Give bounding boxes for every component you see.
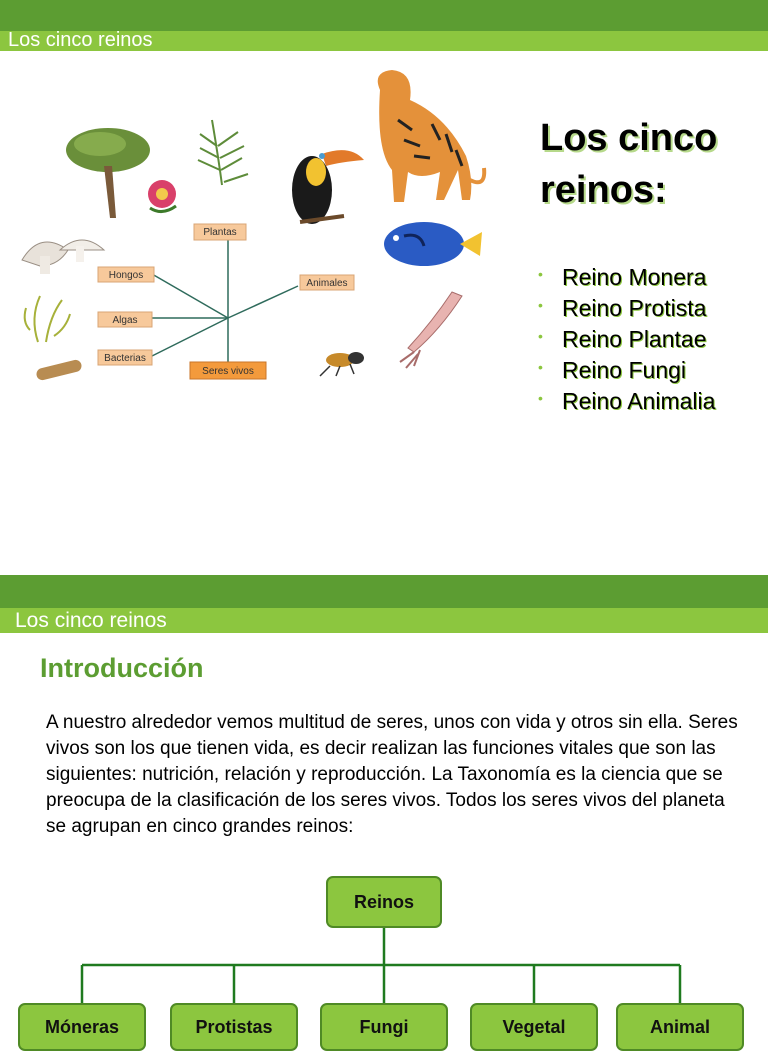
tree-root-reinos: Reinos bbox=[326, 876, 442, 928]
slide-title: Los cinco reinos: bbox=[540, 117, 718, 211]
tree-node-animal: Animal bbox=[616, 1003, 744, 1051]
kingdoms-illustration bbox=[0, 60, 520, 400]
tree-node-vegetal: Vegetal bbox=[470, 1003, 598, 1051]
toucan-icon bbox=[292, 150, 364, 224]
diagram-label-bacterias: Bacterias bbox=[104, 353, 146, 364]
fish-icon bbox=[384, 222, 482, 266]
bullet-item bbox=[538, 293, 715, 324]
slide-2 bbox=[0, 575, 768, 1037]
bullet-text: Reino Animalia bbox=[562, 388, 716, 414]
algae-icon bbox=[25, 296, 70, 342]
slide-header-title: Los cinco reinos bbox=[15, 609, 167, 632]
kingdom-bullet-list bbox=[538, 262, 715, 417]
kingdoms-tree-connectors bbox=[0, 575, 768, 1024]
bullet-icon: • bbox=[538, 297, 543, 313]
diagram-root-label: Seres vivos bbox=[202, 366, 254, 377]
diagram-label-hongos: Hongos bbox=[108, 270, 144, 281]
bullet-text: Reino Fungi bbox=[562, 357, 687, 383]
tiger-icon bbox=[378, 70, 485, 202]
header-bar-dark bbox=[0, 0, 768, 31]
diagram-label-plantas: Plantas bbox=[203, 227, 237, 238]
intro-paragraph: A nuestro alrededor vemos multitud de seres, unos con vida y otros sin ella. Seres vivos son los que tienen vida, es decir realizan las funciones vitales que son las siguientes: nutrición, relación y reproducción. La Taxonomía es la ciencia que se preocupa de la clasificación de los seres vivos. Todos los seres vivos del planeta se agrupan en cinco grandes reinos: bbox=[46, 712, 738, 837]
wasp-icon bbox=[320, 352, 364, 376]
squid-icon bbox=[400, 292, 462, 368]
tree-node-moneras: Móneras bbox=[18, 1003, 146, 1051]
bullet-icon: • bbox=[538, 266, 543, 282]
slide-header-title: Los cinco reinos bbox=[8, 29, 153, 51]
bullet-item bbox=[538, 262, 715, 293]
diagram-label-algas: Algas bbox=[112, 315, 138, 326]
bullet-text: Reino Plantae bbox=[562, 326, 707, 352]
slide-separator bbox=[0, 560, 768, 575]
tree-node-protistas: Protistas bbox=[170, 1003, 298, 1051]
bullet-icon: • bbox=[538, 328, 543, 344]
bullet-text: Reino Protista bbox=[562, 295, 707, 321]
tree-node-fungi: Fungi bbox=[320, 1003, 448, 1051]
bullet-icon: • bbox=[538, 359, 543, 375]
bullet-icon: • bbox=[538, 390, 543, 406]
bullet-item bbox=[538, 386, 715, 417]
bullet-item bbox=[538, 355, 715, 386]
section-heading: Introducción bbox=[40, 653, 204, 683]
bacteria-icon bbox=[35, 359, 83, 382]
tree-icon bbox=[66, 128, 150, 218]
mushroom-icon bbox=[22, 240, 104, 274]
diagram-label-animales: Animales bbox=[306, 278, 348, 289]
bullet-text: Reino Monera bbox=[562, 264, 707, 290]
flower-icon bbox=[148, 180, 176, 212]
fern-icon bbox=[198, 120, 248, 185]
bullet-item bbox=[538, 324, 715, 355]
